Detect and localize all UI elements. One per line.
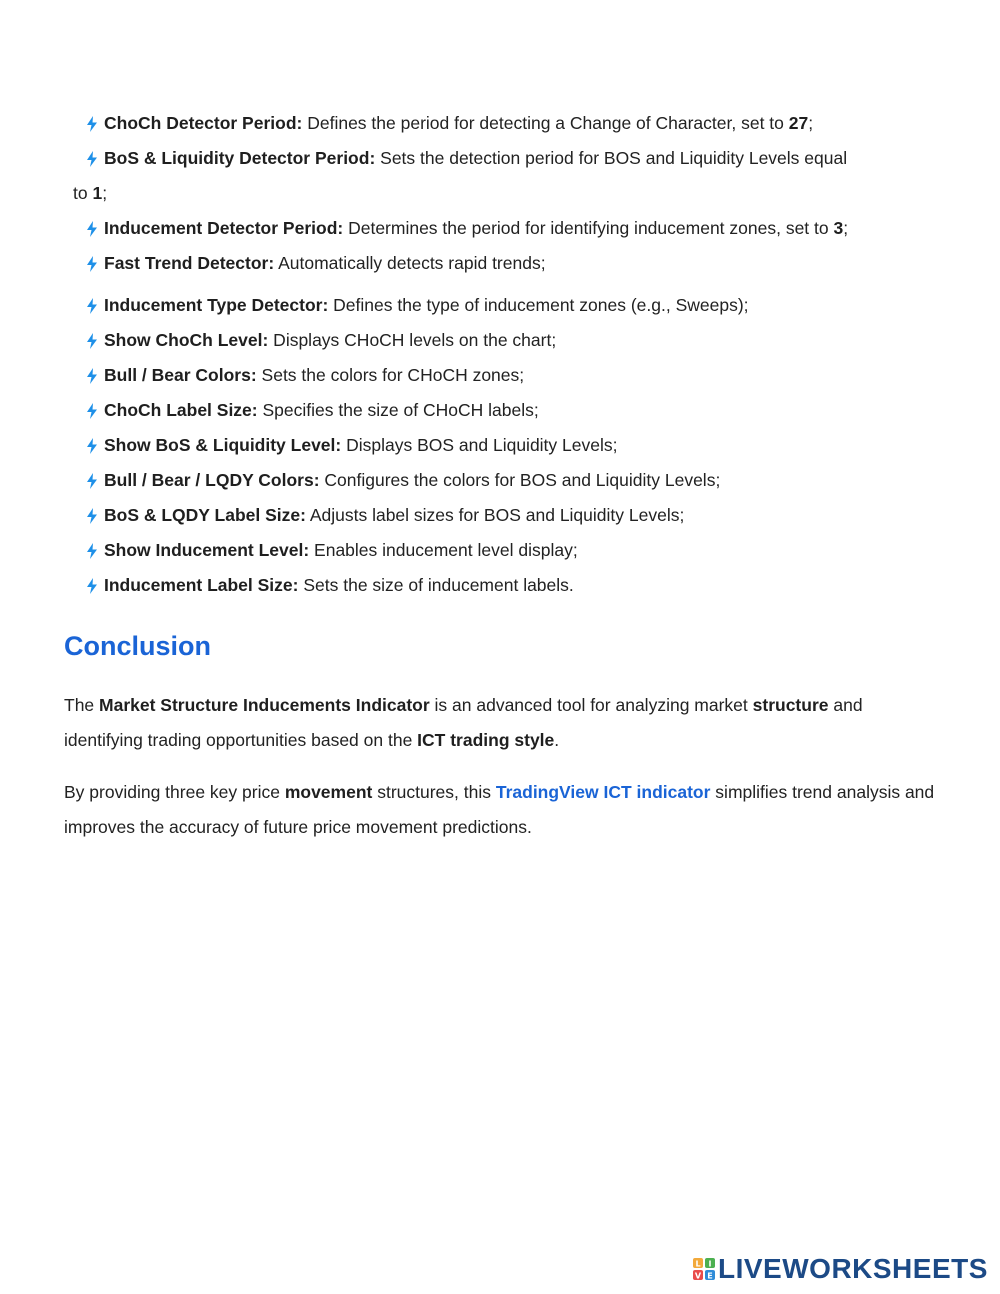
setting-label: Bull / Bear / LQDY Colors: [104, 470, 320, 490]
brand-name: LIVEWORKSHEETS [718, 1253, 988, 1284]
setting-label: BoS & LQDY Label Size: [104, 505, 306, 525]
logo-letter: L [695, 1259, 701, 1269]
lightning-bolt-icon [86, 508, 98, 524]
setting-label: Inducement Label Size: [104, 575, 299, 595]
setting-description: Sets the colors for CHoCH zones; [256, 365, 525, 385]
conclusion-paragraph-2: By providing three key price movement structures, this TradingView ICT indicator simplifies trend analysis and improves the accuracy of future price movement predictions. [64, 782, 935, 837]
lightning-bolt-icon [86, 221, 98, 237]
lightning-bolt-icon [86, 298, 98, 314]
lightning-bolt-icon [86, 151, 98, 167]
lightning-bolt-icon [86, 473, 98, 489]
setting-value: 1 [92, 183, 103, 203]
tradingview-ict-indicator-link[interactable]: TradingView ICT indicator [495, 782, 711, 802]
setting-description: Specifies the size of CHoCH labels; [257, 400, 539, 420]
lightning-bolt-icon [86, 543, 98, 559]
lightning-bolt-icon [86, 116, 98, 132]
setting-description: Automatically detects rapid trends; [274, 253, 546, 273]
conclusion-paragraph-1: The Market Structure Inducements Indicator is an advanced tool for analyzing market structure and identifying trading opportunities based on the ICT trading style. [64, 695, 863, 750]
lightning-bolt-icon [86, 368, 98, 384]
setting-label: BoS & Liquidity Detector Period: [104, 148, 376, 168]
liveworksheets-logo-icon [693, 1258, 715, 1280]
setting-description: Determines the period for identifying inducement zones, set to [343, 218, 834, 238]
setting-description: Defines the type of inducement zones (e.g., Sweeps); [328, 295, 749, 315]
setting-label: Show BoS & Liquidity Level: [104, 435, 342, 455]
setting-label: ChoCh Label Size: [104, 400, 258, 420]
setting-label: Inducement Detector Period: [104, 218, 344, 238]
logo-letter: I [708, 1259, 712, 1269]
setting-description: Enables inducement level display; [309, 540, 578, 560]
setting-description: Defines the period for detecting a Change of Character, set to [302, 113, 789, 133]
setting-label: Inducement Type Detector: [104, 295, 329, 315]
setting-label: ChoCh Detector Period: [104, 113, 303, 133]
setting-description: Sets the detection period for BOS and Liquidity Levels equal [375, 148, 848, 168]
setting-label: Bull / Bear Colors: [104, 365, 257, 385]
logo-letter: E [707, 1271, 713, 1280]
lightning-bolt-icon [86, 403, 98, 419]
setting-label: Show Inducement Level: [104, 540, 310, 560]
lightning-bolt-icon [86, 438, 98, 454]
setting-label: Fast Trend Detector: [104, 253, 275, 273]
section-heading: Conclusion [64, 631, 211, 661]
setting-value: 27 [788, 113, 809, 133]
liveworksheets-logo[interactable] [693, 1254, 988, 1284]
setting-label: Show ChoCh Level: [104, 330, 269, 350]
setting-value: 3 [833, 218, 844, 238]
lightning-bolt-icon [86, 256, 98, 272]
setting-description: Configures the colors for BOS and Liquidity Levels; [319, 470, 721, 490]
lightning-bolt-icon [86, 333, 98, 349]
logo-letter: V [694, 1271, 702, 1280]
setting-description: Displays CHoCH levels on the chart; [268, 330, 557, 350]
setting-description: Displays BOS and Liquidity Levels; [341, 435, 618, 455]
setting-description: Adjusts label sizes for BOS and Liquidity Levels; [305, 505, 685, 525]
setting-description: Sets the size of inducement labels. [298, 575, 574, 595]
lightning-bolt-icon [86, 578, 98, 594]
